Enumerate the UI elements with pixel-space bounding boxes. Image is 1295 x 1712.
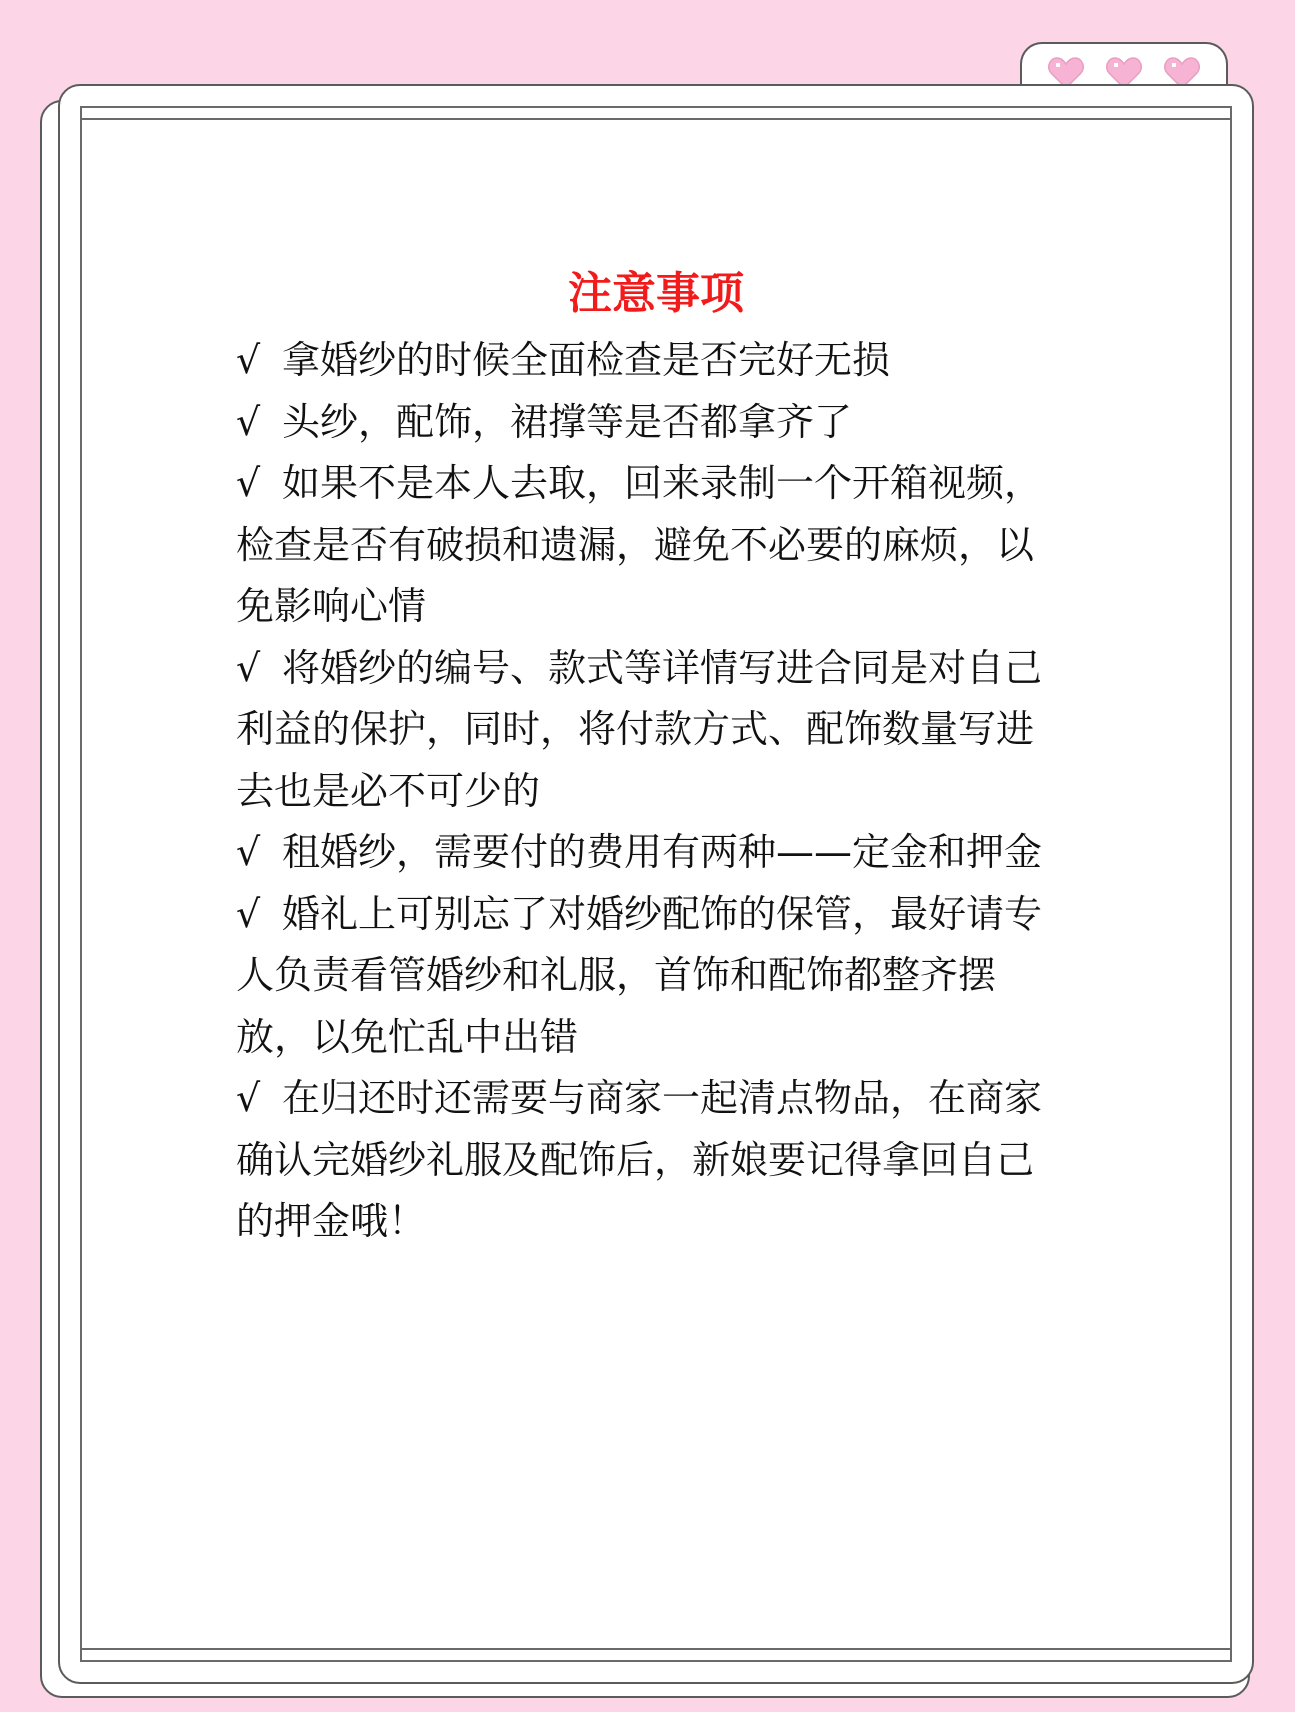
list-item-text: 将婚纱的编号、款式等详情写进合同是对自己利益的保护，同时，将付款方式、配饰数量写进去也是必不可少的 (236, 645, 1043, 813)
list-item (236, 884, 1066, 1069)
list-item (236, 822, 1066, 884)
check-mark: √ (236, 399, 261, 444)
list-item (236, 392, 1066, 454)
list-item (236, 1068, 1066, 1253)
list-item (236, 330, 1066, 392)
list-item-text: 头纱，配饰，裙撑等是否都拿齐了 (282, 399, 853, 444)
list-item (236, 638, 1066, 823)
list-item-text: 拿婚纱的时候全面检查是否完好无损 (282, 338, 891, 382)
check-mark: √ (236, 338, 261, 382)
list-item-text: 在归还时还需要与商家一起清点物品，在商家确认完婚纱礼服及配饰后，新娘要记得拿回自己的押金哦！ (236, 1076, 1043, 1243)
check-mark: √ (236, 830, 261, 874)
list-item-text: 租婚纱，需要付的费用有两种——定金和押金 (282, 830, 1043, 874)
page-title: 注意事项 (568, 268, 744, 319)
check-mark: √ (236, 1076, 261, 1120)
notes-content (236, 262, 1066, 1253)
list-item-text: 婚礼上可别忘了对婚纱配饰的保管，最好请专人负责看管婚纱和礼服，首饰和配饰都整齐摆放，以免忙乱中出错 (236, 891, 1043, 1059)
check-mark: √ (236, 461, 261, 505)
check-mark: √ (236, 645, 261, 690)
list-item (236, 453, 1066, 638)
list-item-text: 如果不是本人去取，回来录制一个开箱视频，检查是否有破损和遗漏，避免不必要的麻烦，以免影响心情 (236, 461, 1043, 628)
check-mark: √ (236, 891, 261, 936)
